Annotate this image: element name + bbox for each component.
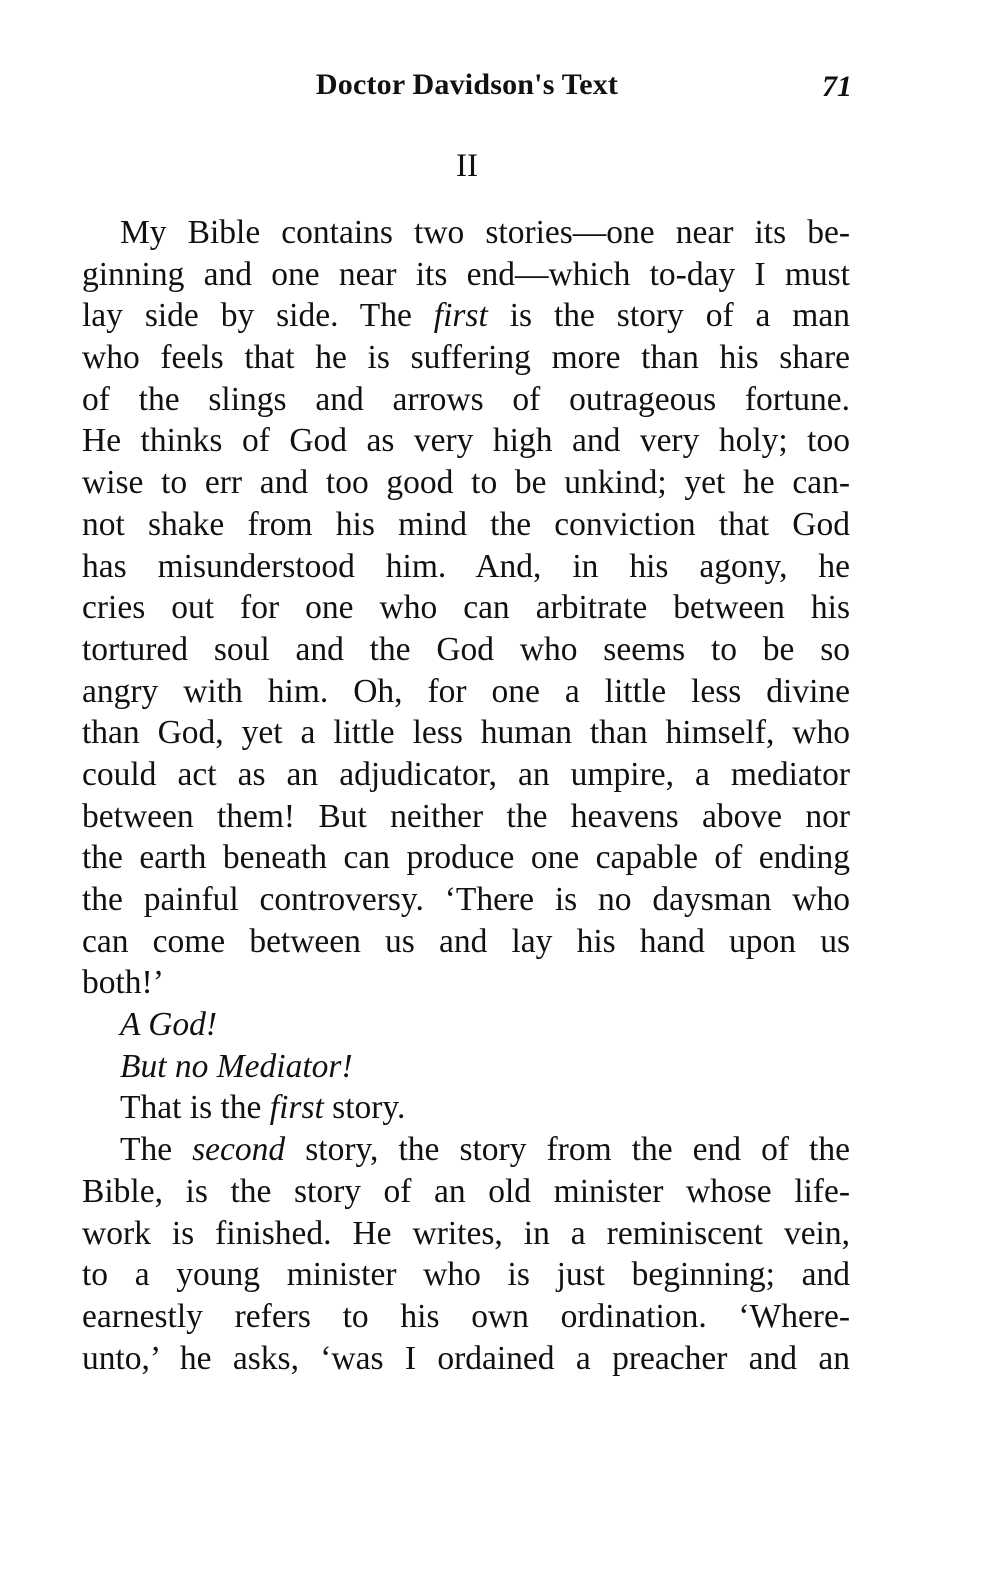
text-segment: is the story of a man: [487, 297, 850, 335]
text-segment: the earth beneath can produce one capable of ending: [82, 839, 850, 877]
text-line: [82, 379, 850, 421]
text-segment: unto,’ he asks, ‘was I ordained a preacher and an: [82, 1339, 850, 1377]
text-line: [82, 921, 850, 963]
text-line: [82, 879, 850, 921]
text-line: [82, 420, 850, 462]
italic-text: second: [192, 1131, 286, 1169]
text-line: [82, 1171, 850, 1213]
text-segment: My Bible contains two stories—one near its be-: [120, 214, 850, 251]
text-line: [82, 587, 850, 629]
italic-text: A God!: [120, 1006, 218, 1044]
text-segment: both!’: [82, 964, 164, 1002]
text-segment: cries out for one who can arbitrate between his: [82, 589, 850, 627]
text-line: [82, 1129, 850, 1171]
text-line: [82, 629, 850, 671]
text-line: [82, 212, 850, 254]
text-line: [82, 1004, 850, 1046]
text-line: [82, 671, 850, 713]
text-segment: angry with him. Oh, for one a little less divine: [82, 672, 850, 710]
text-segment: story, the story from the end of the: [285, 1131, 850, 1169]
section-number: II: [456, 148, 478, 184]
text-line: [82, 1087, 850, 1129]
text-line: [82, 837, 850, 879]
text-segment: the painful controversy. ‘There is no daysman who: [82, 881, 850, 918]
italic-text: first: [269, 1089, 324, 1127]
text-line: [82, 712, 850, 754]
text-segment: The: [120, 1131, 193, 1169]
text-line: [82, 962, 850, 1004]
text-segment: to a young minister who is just beginning; and: [82, 1256, 850, 1294]
page-number: 71: [822, 70, 852, 103]
italic-text: But no Mediator!: [120, 1047, 353, 1085]
text-segment: of the slings and arrows of outrageous fortune.: [82, 380, 850, 418]
text-line: [82, 1296, 850, 1338]
text-line: [82, 462, 850, 504]
running-head: [82, 68, 852, 112]
text-segment: has misunderstood him. And, in his agony, he: [82, 547, 850, 585]
text-segment: could act as an adjudicator, an umpire, a mediator: [82, 755, 850, 793]
text-segment: lay side by side. The: [82, 297, 434, 335]
text-segment: Bible, is the story of an old minister whose life-: [82, 1172, 850, 1210]
text-segment: who feels that he is suffering more than his share: [82, 339, 850, 377]
running-title: Doctor Davidson's Text: [315, 68, 619, 101]
text-line: [82, 1213, 850, 1255]
text-segment: tortured soul and the God who seems to be so: [82, 630, 850, 668]
italic-text: first: [433, 297, 488, 335]
text-line: [82, 254, 850, 296]
text-segment: not shake from his mind the conviction that God: [82, 505, 850, 543]
text-segment: work is finished. He writes, in a reminiscent vein,: [82, 1214, 850, 1252]
text-segment: wise to err and too good to be unkind; yet he can-: [82, 464, 850, 502]
text-line: [82, 504, 850, 546]
text-segment: can come between us and lay his hand upon us: [82, 922, 850, 960]
text-line: [82, 754, 850, 796]
text-line: [82, 1046, 850, 1088]
text-line: [82, 295, 850, 337]
text-segment: ginning and one near its end—which to-day I must: [82, 255, 850, 293]
text-segment: That is the: [120, 1089, 270, 1127]
text-line: [82, 1338, 850, 1380]
text-segment: than God, yet a little less human than himself, who: [82, 714, 850, 752]
text-line: [82, 796, 850, 838]
text-line: [82, 1254, 850, 1296]
text-segment: story.: [323, 1089, 406, 1127]
text-line: [82, 546, 850, 588]
text-line: [82, 337, 850, 379]
text-segment: He thinks of God as very high and very holy; too: [82, 422, 850, 460]
text-segment: between them! But neither the heavens above nor: [82, 797, 850, 835]
body-text: [82, 212, 850, 1379]
text-segment: earnestly refers to his own ordination. ‘Where-: [82, 1297, 850, 1335]
